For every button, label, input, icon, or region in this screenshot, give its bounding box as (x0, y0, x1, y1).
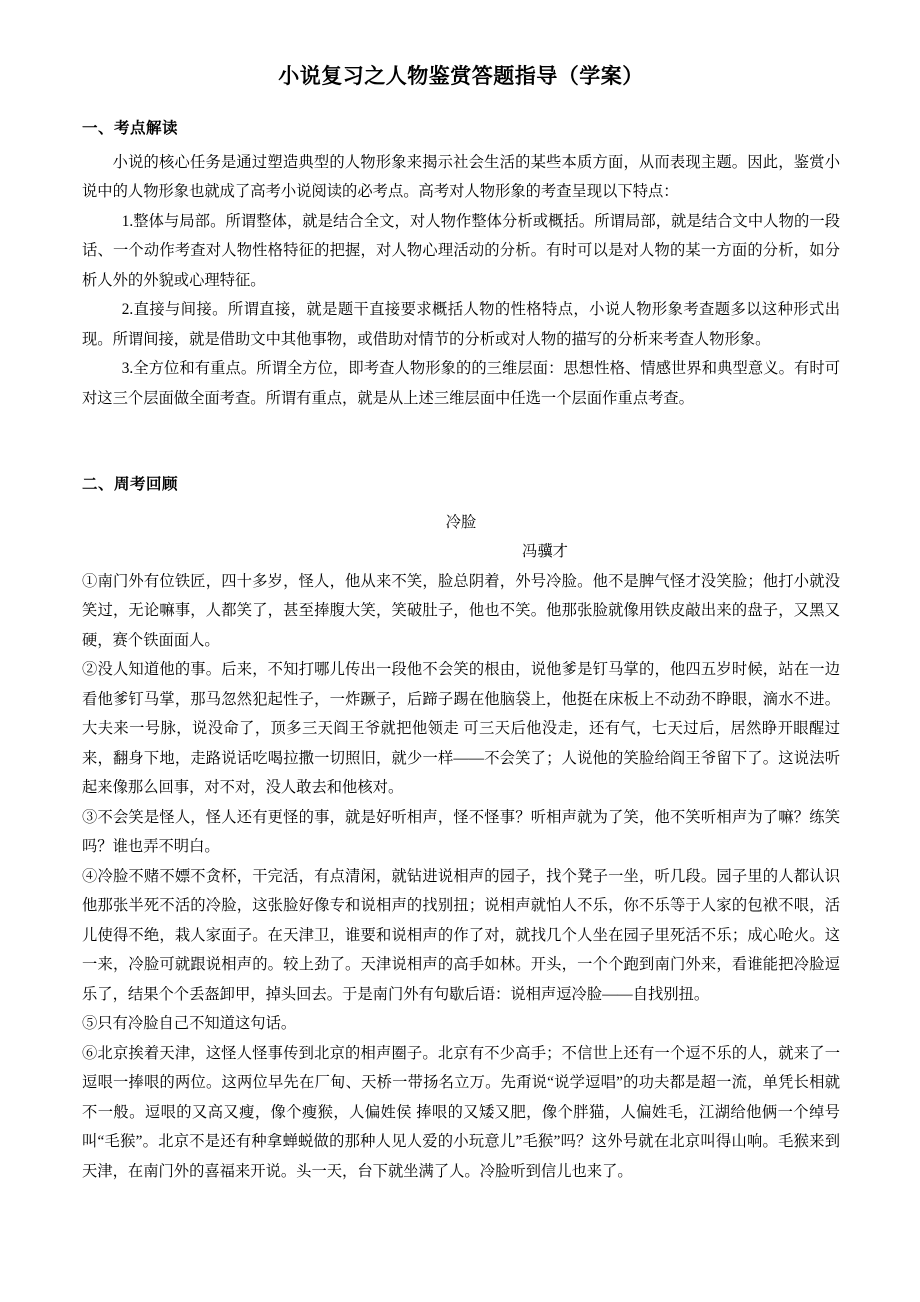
story-paragraph-1: ①南门外有位铁匠，四十多岁，怪人，他从来不笑，脸总阴着，外号冷脸。他不是脾气怪才没笑脸；他打小就没笑过，无论嘛事，人都笑了，甚至捧腹大笑，笑破肚子，他也不笑。他那张脸就像用铁皮敲出来的盘子，又黑又硬，赛个铁面面人。 (82, 572, 840, 649)
story-paragraph-5: ⑤只有冷脸自己不知道这句话。 (82, 1015, 297, 1033)
section-heading-one: 一、考点解读 (82, 120, 179, 138)
story-paragraph-4: ④冷脸不赌不嫖不贪杯，干完活，有点清闲，就钻进说相声的园子，找个凳子一坐，听几段。园子里的人都认识他那张半死不活的冷脸，这张脸好像专和说相声的找别扭；说相声就怕人不乐，你不乐等于人家的包袱不哏，活儿使得不绝，栽人家面子。在天津卫，谁要和说相声的作了对，就找几个人坐在园子里死活不乐；成心呛火。这一来，冷脸可就跟说相声的。较上劲了。天津说相声的高手如林。开头，一个个跑到南门外来，看谁能把冷脸逗乐了，结果个个丢盔卸甲，掉头回去。于是南门外有句歇后语：说相声逗冷脸——自找别扭。 (82, 867, 840, 1003)
story-paragraph-2: ②没人知道他的事。后来，不知打哪儿传出一段他不会笑的根由，说他爹是钉马掌的，他四五岁时候，站在一边看他爹钉马掌，那马忽然犯起性子，一炸蹶子，后蹄子踢在他脑袋上，他挺在床板上不动劲不睁眼，滴水不进。大夫来一号脉，说没命了，顶多三天阎王爷就把他领走 可三天后他没走，还有气，七天过后，居然睁开眼醒过来，翻身下地，走路说话吃喝拉撒一切照旧，就少一样——不会笑了；人说他的笑脸给阎王爷留下了。这说法听起来像那么回事，对不对，没人敢去和他核对。 (82, 661, 840, 797)
section-one-point-1: 1.整体与局部。所谓整体，就是结合全文，对人物作整体分析或概括。所谓局部，就是结合文中人物的一段话、一个动作考查对人物性格特征的把握，对人物心理活动的分析。有时可以是对人物的某一方面的分析，如分析人外的外貌或心理特征。 (82, 212, 840, 289)
section-heading-two: 二、周考回顾 (82, 476, 179, 494)
story-paragraph-3: ③不会笑是怪人，怪人还有更怪的事，就是好听相声，怪不怪事？听相声就为了笑，他不笑听相声为了嘛？练笑吗？谁也弄不明白。 (82, 808, 840, 856)
story-paragraph-6: ⑥北京挨着天津，这怪人怪事传到北京的相声圈子。北京有不少高手；不信世上还有一个逗不乐的人，就来了一逗哏一捧哏的两位。这两位早先在厂甸、天桥一带扬名立万。先甭说“说学逗唱”的功夫都是超一流，单凭长相就不一般。逗哏的又高又瘦，像个瘦猴，人偏姓侯 捧哏的又矮又肥，像个胖猫，人偏姓毛，江湖给他俩一个绰号叫“毛猴”。北京不是还有种拿蝉蜕做的那种人见人爱的小玩意儿”毛猴”吗？这外号就在北京叫得山响。毛猴来到天津，在南门外的喜福来开说。头一天，台下就坐满了人。冷脸听到信儿也来了。 (82, 1044, 840, 1180)
section-one-point-2: 2.直接与间接。所谓直接，就是题干直接要求概括人物的性格特点，小说人物形象考查题多以这种形式出现。所谓间接，就是借助文中其他事物，或借助对情节的分析或对人物的描写的分析来考查人物形象。 (82, 301, 840, 348)
page-title: 小说复习之人物鉴赏答题指导（学案） (278, 64, 644, 88)
story-title: 冷脸 (445, 513, 477, 531)
section-one-intro: 小说的核心任务是通过塑造典型的人物形象来揭示社会生活的某些本质方面，从而表现主题。因此，鉴赏小说中的人物形象也就成了高考小说阅读的必考点。高考对人物形象的考查呈现以下特点： (82, 153, 840, 201)
section-one-point-3: 3.全方位和有重点。所谓全方位，即考查人物形象的的三维层面：思想性格、情感世界和典型意义。有时可对这三个层面做全面考查。所谓有重点，就是从上述三维层面中任选一个层面作重点考查。 (82, 360, 840, 407)
story-author: 冯骥才 (522, 543, 568, 561)
section-spacer (82, 413, 840, 473)
